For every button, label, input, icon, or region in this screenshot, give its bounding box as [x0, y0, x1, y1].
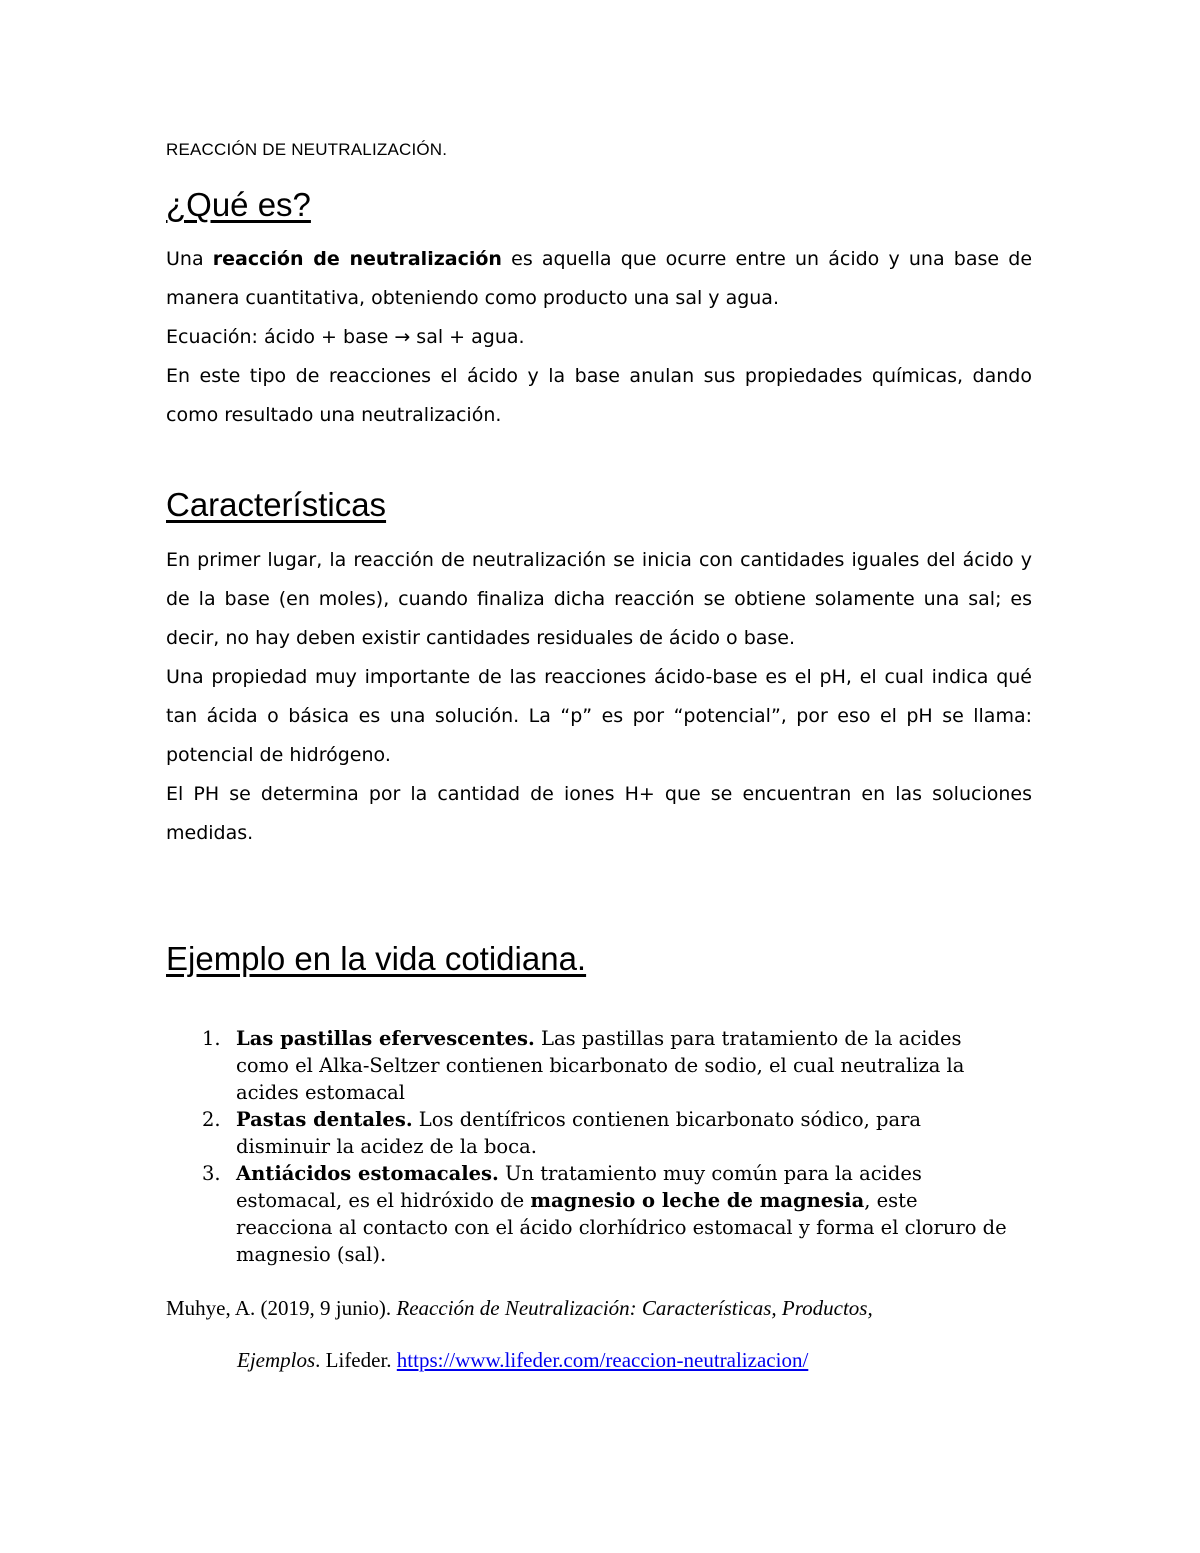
reference-line-1 — [166, 1296, 873, 1321]
example-bold-phrase: magnesio o leche de magnesia — [530, 1189, 865, 1212]
example-title: Las pastillas efervescentes. — [236, 1027, 535, 1050]
example-title: Pastas dentales. — [236, 1108, 413, 1131]
neutralization-paragraph: En este tipo de reacciones el ácido y la base anulan sus propiedades químicas, dando como resultado una neutralización. — [166, 365, 1032, 426]
example-text: Las pastillas para tratamiento de la acides como el Alka-Seltzer contienen bicarbonato de sodio, el cual neutraliza la acides estomacal — [236, 1027, 965, 1104]
heading-que-es: ¿Qué es? — [166, 186, 311, 223]
characteristics-paragraph-2: Una propiedad muy importante de las reacciones ácido-base es el pH, el cual indica qué tan ácida o básica es una solución. La “p” es por “potencial”, por eso el pH se llama: potencial de hidrógeno. — [166, 666, 1032, 766]
examples-list — [190, 1025, 1020, 1268]
list-number: 3. — [202, 1162, 221, 1185]
list-number: 1. — [202, 1027, 221, 1050]
example-text: Un tratamiento muy común para la acides estomacal, es el hidróxido de — [236, 1162, 922, 1212]
example-text-end: , este reacciona al contacto con el ácido clorhídrico estomacal y forma el cloruro de magnesio (sal). — [236, 1189, 1007, 1266]
example-text: Los dentífricos contienen bicarbonato sódico, para disminuir la acidez de la boca. — [236, 1108, 922, 1158]
reference-title: Reacción de Neutralización: Características, Productos, — [396, 1296, 873, 1320]
list-number: 2. — [202, 1108, 221, 1131]
definition-bold-term: reacción de neutralización — [212, 248, 502, 270]
characteristics-paragraph-1: En primer lugar, la reacción de neutralización se inicia con cantidades iguales del ácido y de la base (en moles), cuando finaliza dicha reacción se obtiene solamente una sal; es decir, no hay deben existir cantidades residuales de ácido o base. — [166, 549, 1032, 649]
reference-link[interactable]: https://www.lifeder.com/reaccion-neutralizacion/ — [396, 1348, 809, 1372]
definition-start: Una — [166, 248, 213, 270]
definition-paragraph — [166, 240, 1032, 318]
definition-rest: es aquella que ocurre entre un ácido y una base de manera cuantitativa, obteniendo como producto una sal y agua. — [166, 248, 1033, 309]
reference-line-2 — [237, 1348, 808, 1373]
list-item — [190, 1160, 1020, 1268]
section-caracteristicas-body — [166, 541, 1032, 853]
equation-line: Ecuación: ácido + base → sal + agua. — [166, 326, 525, 348]
list-item — [190, 1106, 1020, 1160]
reference-author: Muhye, A. (2019, 9 junio). — [166, 1296, 397, 1320]
list-item — [190, 1025, 1020, 1106]
characteristics-paragraph-3: El PH se determina por la cantidad de iones H+ que se encuentran en las soluciones medidas. — [166, 783, 1032, 844]
example-title: Antiácidos estomacales. — [236, 1162, 499, 1185]
section-que-es-body — [166, 240, 1032, 435]
reference-publisher: . Lifeder. — [315, 1348, 397, 1372]
document-title: REACCIÓN DE NEUTRALIZACIÓN. — [166, 140, 448, 159]
heading-caracteristicas: Características — [166, 486, 387, 523]
reference-title-end: Ejemplos — [237, 1348, 316, 1372]
heading-ejemplo: Ejemplo en la vida cotidiana. — [166, 940, 587, 977]
